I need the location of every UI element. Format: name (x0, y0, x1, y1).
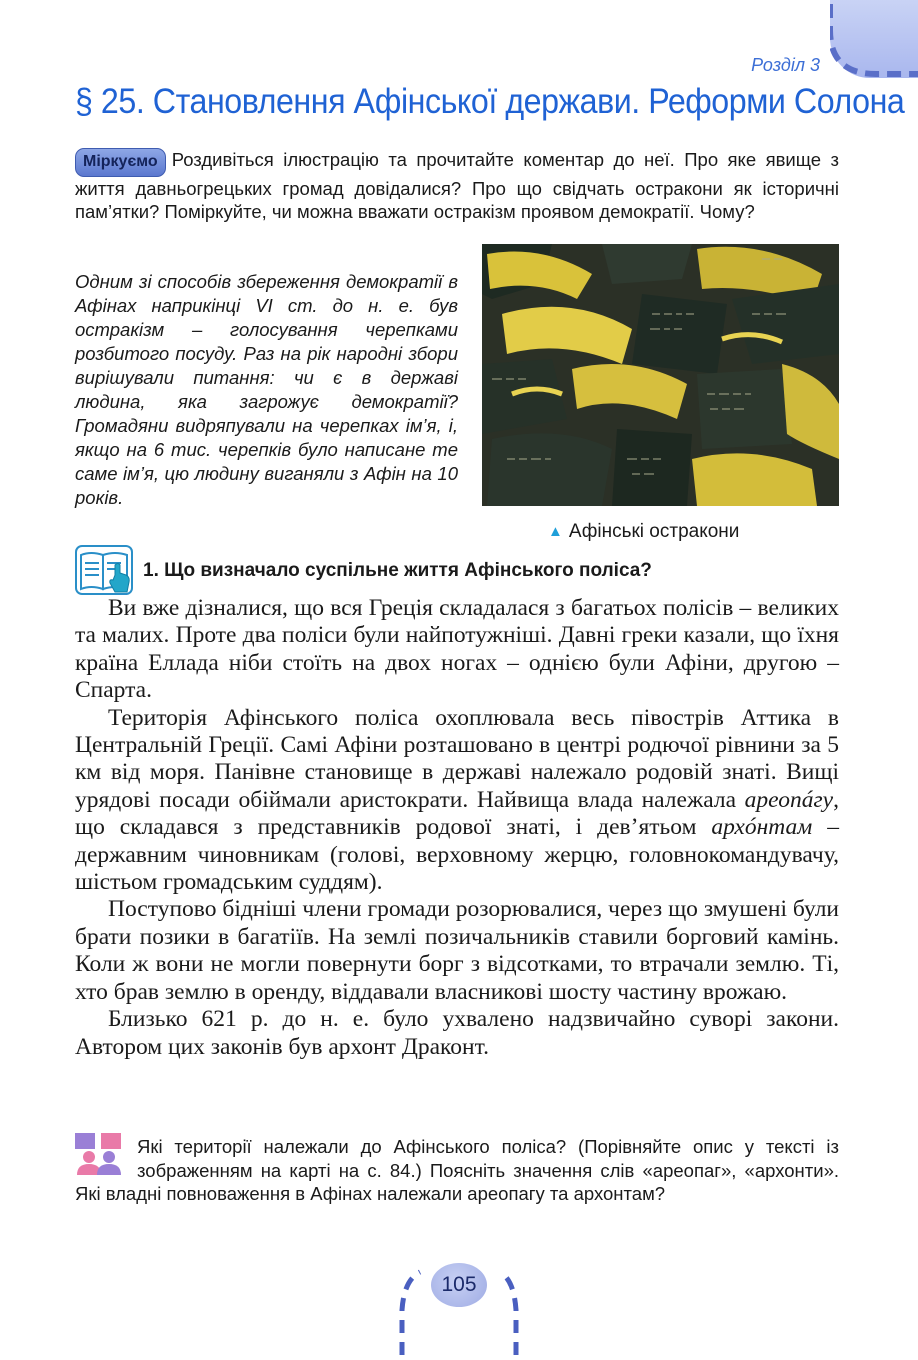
corner-dash-decoration (830, 0, 918, 78)
paragraph-2-part-a: Територія Афінського поліса охоплювала весь півострів Аттика в Центральній Греції. Самі Афіни розташовано в центрі родючої рівнини за 5 км від моря. Панівне становище в державі належало родовій знаті. Вищі урядові посади обіймали аристократи. Найвища влада належала (75, 704, 839, 813)
page-title: § 25. Становлення Афінської держави. Реформи Солона (75, 82, 905, 121)
think-text: Роздивіться ілюстрацію та прочитайте коментар до неї. Про яке явище з життя давньогрецьких громад довідалися? Про що свідчать остракони як історичні пам’ятки? Поміркуйте, чи можна вважати остракізм проявом демократії. Чому? (75, 149, 839, 222)
ostraka-photo (482, 244, 839, 506)
think-badge: Міркуємо (75, 148, 166, 177)
section-label: Розділ 3 (751, 55, 820, 75)
term-areopagus: ареопáгу (744, 786, 834, 813)
triangle-icon: ▲ (548, 523, 563, 540)
paragraph-3: Поступово бідніші члени громади розорювалися, через що змушені були брати позики в багатіїв. На землі позичальників ставили борговий камінь. Коли ж вони не могли повернути борг з відсотками, то втрачали землю. Ті, хто брав землю в оренду, віддавали власникові шосту частину врожаю. (75, 896, 839, 1005)
page-number: 105 (431, 1263, 487, 1307)
term-archons: архóнтам (711, 814, 813, 841)
ostracism-comment: Одним зі способів збереження демократії в Афінах наприкінці VI ст. до н. е. був остракізм – голосування черепками розбитого посуду. Раз на рік народні збори вирішували питання: чи є в державі людина, яка загрожує демократії? Громадяни видряпували на черепках ім’я, і, якщо на 6 тис. черепків було написане те саме ім’я, цю людину виганяли з Афін на 10 років. (75, 271, 458, 508)
figure-caption-text: Афінські остракони (568, 521, 740, 542)
paragraph-4: Близько 621 р. до н. е. було ухвалено надзвичайно суворі закони. Автором цих законів був архонт Драконт. (75, 1006, 839, 1060)
figure-caption (548, 521, 739, 543)
question-heading: 1. Що визначало суспільне життя Афінського поліса? (143, 560, 652, 581)
ostraka-image (482, 244, 839, 506)
task-text: Які території належали до Афінського поліса? (Порівняйте опис у тексті із зображенням на карті на с. 84.) Поясніть значення слів «ареопаг», «архонти». Які владні повноваження в Афінах належали ареопагу та архонтам? (75, 1136, 839, 1204)
think-block (75, 148, 839, 224)
paragraph-2 (75, 705, 839, 897)
paragraph-2-part-c: – державним чиновникам (голові, верховному жерцю, головнокомандувачу, шістьом громадським суддям). (75, 814, 839, 896)
paragraph-2-part-b: , що складався з представників родової знаті, і дев’ятьом (75, 786, 839, 841)
book-hand-icon (75, 545, 133, 595)
task-block (75, 1135, 839, 1206)
paragraph-1: Ви вже дізналися, що вся Греція складалася з багатьох полісів – великих та малих. Проте два поліси були найпотужніші. Давні греки казали, що їхня країна Еллада ніби стоїть на двох ногах – однією були Афіни, другою – Спарта. (75, 595, 839, 704)
main-text (75, 595, 839, 1061)
